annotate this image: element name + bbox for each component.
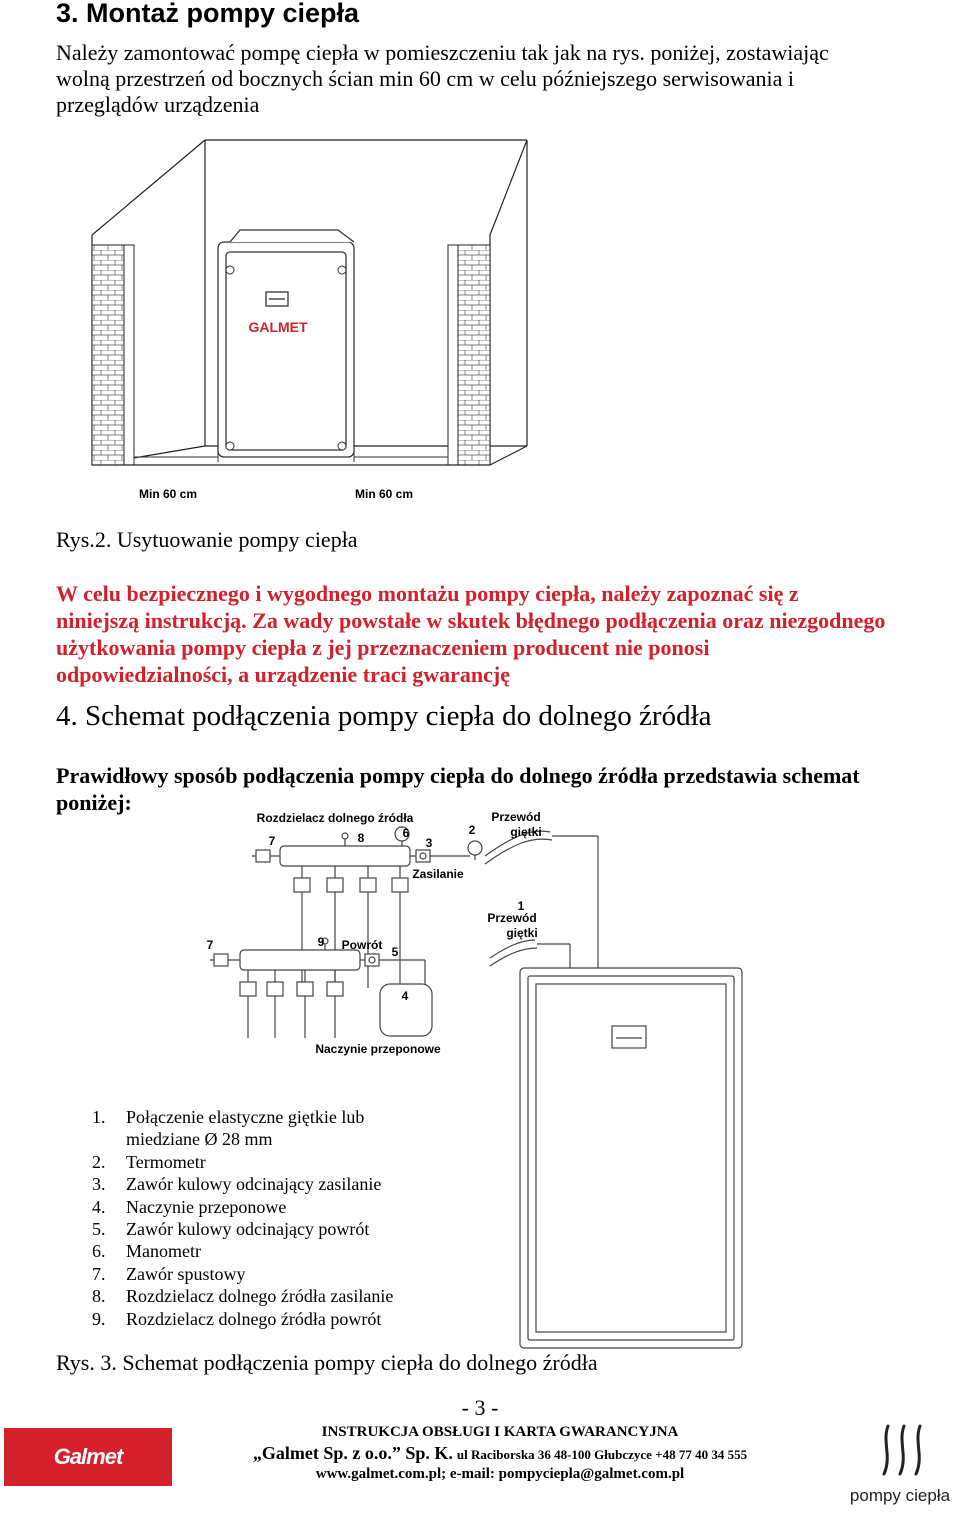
intro-line-2: wolną przestrzeń od bocznych ścian min 60 cm w celu późniejszego serwisowania i [56,66,794,91]
footer-line-1: INSTRUKCJA OBSŁUGI I KARTA GWARANCYJNA [321,1424,679,1440]
legend-item: 1. Połączenie elastyczne giętkie lub [92,1107,365,1127]
galmet-logo [4,1428,172,1486]
label-vessel: Naczynie przeponowe [315,1042,441,1056]
label-flex-top-2: giętki [510,825,542,839]
section-3-heading: 3. Montaż pompy ciepła [56,0,360,28]
clearance-right-label: Min 60 cm [354,487,414,501]
label-flex-bottom-2: giętki [506,926,538,940]
section-3-intro [56,40,916,118]
intro-line-3: przeglądów urządzenia [56,92,260,117]
legend-item: 4. Naczynie przeponowe [92,1196,287,1217]
label-flex-bottom-1: Przewód [487,911,537,925]
label-powrot: Powrót [341,938,383,952]
label-5: 5 [391,945,399,959]
footer-company: „Galmet Sp. z o.o.” Sp. K. [252,1443,453,1463]
legend-item: 9. Rozdzielacz dolnego źródła powrót [92,1308,382,1329]
galmet-logo-text: Galmet [53,1444,123,1469]
legend-item: 2. Termometr [92,1151,206,1172]
room-installation-figure [80,130,620,515]
legend-item: 7. Zawór spustowy [92,1263,246,1284]
clearance-left-label: Min 60 cm [138,487,198,501]
figure-2-caption: Rys.2. Usytuowanie pompy ciepła [56,527,358,552]
page-number: - 3 - [461,1395,499,1420]
label-3: 3 [425,836,433,850]
legend-item: 8. Rozdzielacz dolnego źródła zasilanie [92,1286,394,1307]
warning-line-4: odpowiedzialności, a urządzenie traci gwarancję [56,662,510,687]
unit-brand-label: GALMET [248,319,308,335]
legend-item: miedziane Ø 28 mm [126,1129,273,1150]
schematic-legend [92,1106,393,1330]
label-8: 8 [357,831,365,845]
intro-line-1: Należy zamontować pompę ciepła w pomieszczeniu tak jak na rys. poniżej, zostawiając [56,40,829,65]
legend-item: 6. Manometr [92,1241,201,1262]
warning-paragraph [56,580,936,688]
section-4-intro-line-2: poniżej: [56,790,132,815]
label-zasilanie: Zasilanie [412,867,464,881]
warning-line-1: W celu bezpiecznego i wygodnego montażu pompy ciepła, należy zapoznać się z [56,581,799,606]
warning-line-2-start: niniejszą instrukcją. [56,608,253,633]
pompy-ciepla-logo-mark [874,1420,934,1480]
pompy-ciepla-logo-text: pompy ciepła [849,1486,951,1505]
warning-line-2-end: Za wady powstałe w skutek błędnego podłączenia oraz niezgodnego [252,608,886,633]
label-flex-top-1: Przewód [491,810,541,824]
label-9: 9 [317,935,325,949]
section-4-heading: 4. Schemat podłączenia pompy ciepła do dolnego źródła [56,700,712,732]
footer-address-text: ul Raciborska 36 48-100 Głubczyce +48 77 40 34 555 [456,1447,748,1462]
footer-address [180,1443,820,1464]
legend-item: 5. Zawór kulowy odcinający powrót [92,1219,370,1240]
section-4-intro-line-1: Prawidłowy sposób podłączenia pompy ciepła do dolnego źródła przedstawia schemat [56,763,860,788]
warning-line-2 [56,607,936,634]
label-1: 1 [517,899,525,913]
label-2: 2 [468,823,476,837]
figure-3-caption: Rys. 3. Schemat podłączenia pompy ciepła do dolnego źródła [56,1350,598,1375]
legend-item: 3. Zawór kulowy odcinający zasilanie [92,1174,382,1195]
label-6: 6 [402,826,410,840]
label-7-top: 7 [268,834,276,848]
label-7-bottom: 7 [206,938,214,952]
warning-line-3: użytkowania pompy ciepła z jej przeznaczeniem producent nie ponosi [56,635,710,660]
footer-web: www.galmet.com.pl; e-mail: pompyciepla@galmet.com.pl [315,1466,685,1482]
label-4: 4 [401,989,409,1003]
label-manifold: Rozdzielacz dolnego źródła [256,811,414,825]
